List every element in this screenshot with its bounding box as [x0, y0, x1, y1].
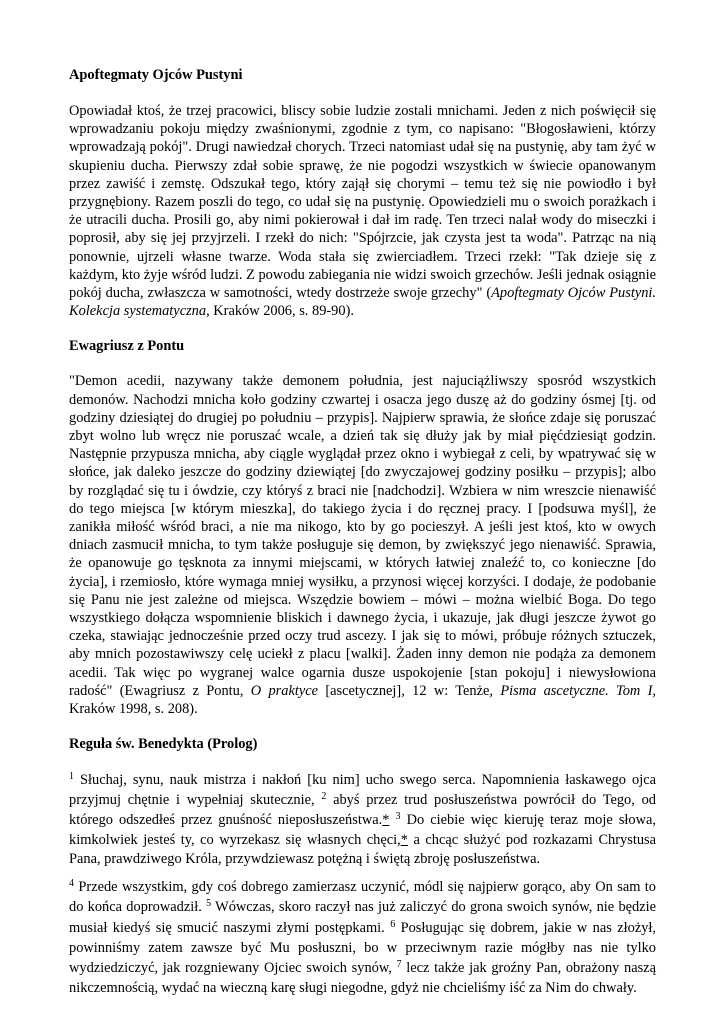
citation-middle: [ascetycznej], 12 w: Tenże, [318, 682, 501, 699]
verse-text: Wówczas, skoro raczył nas już zaliczyć do grona swoich synów, nie będzie musiał kiedyś się smucić naszymi złymi postępkami. [69, 899, 656, 936]
verse-number: 7 [396, 959, 402, 971]
verse-number: 2 [321, 791, 327, 803]
verse-text: Słuchaj, synu, nauk mistrza i nakłoń [ku nim] ucho swego serca. Napomnienia łaskawego ojca przyjmuj chętnie i wypełniaj skutecznie, [69, 772, 656, 809]
paragraph-apoftegmaty [69, 102, 656, 320]
source-citation: , Kraków 2006, s. 89-90). [206, 303, 354, 320]
verse-text: Przede wszystkim, gdy coś dobrego zamierzasz uczynić, módl się najpierw gorąco, aby On sam to do końca doprowadził. [69, 879, 656, 916]
section-heading-ewagriusz: Ewagriusz z Pontu [69, 338, 185, 355]
paragraph-text: "Demon acedii, nazywany także demonem południa, jest najuciążliwszy sposród wszystkich demonów. Nachodzi mnicha koło godziny czwartej i osacza jego duszę aż do godziny ósmej [tj. od godziny dziesiątej do drugiej po południu – przypis]. Najpierw sprawia, że słońce zdaje się poruszać zbyt wolno lub wręcz nie poruszać wcale, a dzień tak się dłuży jak by miał pięćdziesiąt godzin. Następnie przypusza mnicha, aby ciągle wyglądał przez okno i wybiegał z celi, by wpatrywać się w słońce, jak daleko jeszcze do godziny dziewiątej [do zwyczajowej godziny posiłku – przypis]; albo by rozglądać się tu i ówdzie, czy któryś z braci nie [nadchodzi]. Wzbiera w nim wreszcie nienawiść do tego miejsca [w którym mieszka], do takiego życia i do ręcznej pracy. I [podsuwa myśl], że zanikła miłość wśród braci, a nie ma nikogo, kto by go pocieszył. A jeśli jest ktoś, kto w owych dniach zasmucił mnicha, to tym także posługuje się demon, by zwiększyć jego nienawiść. Sprawia, że opanowuje go tęsknota za innymi miejscami, w których łatwiej znaleźć to, co konieczne [do życia], i rzemiosło, które wymaga mniej wysiłku, a przynosi więcej korzyści. I dodaje, że podobanie się Panu nie jest zależne od miejsca. Wszędzie bowiem – mówi – można wielbić Boga. Do tego wszystkiego dołącza wspomnienie bliskich i dawnego życia, i ukazuje, jak długi jeszcze żywot go czeka, stawiając jednocześnie przed oczy trud ascezy. I jak się to mówi, próbuje różnych sztuczek, aby mnich pozostawiwszy celę uciekł z placu [walki]. Żaden inny demon nie podąża za demonem acedii. Tak więc po wygranej walce ogarnia dusze uspokojenie [stan pokoju] i niewysłowiona radość" (Ewagriusz z Pontu, [69, 373, 656, 699]
paragraph-regula-verses-4-7 [69, 877, 656, 998]
work-title: O praktyce [250, 682, 319, 699]
verse-text: lecz także jak groźny Pan, obrażony naszą nikczemnością, wydać na wieczną karę sługi niegodne, gdyż nie chcieliśmy iść za Nim do chwały. [69, 960, 656, 997]
verse-number: 5 [206, 898, 212, 910]
verse-number: 6 [390, 918, 396, 930]
verse-number: 4 [69, 878, 74, 890]
series-title: Pisma ascetyczne. Tom I, [500, 682, 656, 699]
verse-text: Do ciebie więc kieruję teraz moje słowa, kimkolwiek jesteś ty, co wyrzekasz się własnych chęci, [69, 811, 656, 848]
paragraph-regula-verses-1-3 [69, 771, 656, 870]
verse-number: 1 [69, 771, 74, 783]
verse-text: abyś przez trud posłuszeństwa powrócił do Tego, od którego odszedłeś przez gnuśność nieposłuszeństwa. [69, 792, 656, 828]
section-heading-regula: Reguła św. Benedykta (Prolog) [69, 736, 258, 753]
verse-text: a chcąc służyć pod rozkazami Chrystusa Pana, prawdziwego Króla, przywdziewasz potężną i świętą zbroję posłuszeństwa. [69, 831, 657, 868]
footnote-link[interactable]: * [382, 811, 390, 828]
paragraph-ewagriusz [69, 372, 656, 718]
citation-end: Kraków 1998, s. 208). [69, 701, 198, 718]
source-title: Apoftegmaty Ojców Pustyni. Kolekcja systematyczna [69, 285, 656, 320]
verse-number: 3 [395, 810, 401, 822]
section-heading-apoftegmaty: Apoftegmaty Ojców Pustyni [69, 67, 243, 83]
paragraph-text: Opowiadał ktoś, że trzej pracowici, bliscy sobie ludzie zostali mnichami. Jeden z nich poświęcił się wprowadzaniu pokoju między zwaśnionymi, zgodnie z tym, co napisano: "Błogosławieni, którzy wprowadzają pokój". Drugi nawiedzał chorych. Trzeci natomiast udał się na pustynię, aby tam żyć w skupieniu ducha. Pierwszy zdał sobie sprawę, że nie pogodzi wszystkich w świecie opanowanym przez zawiść i zemstę. Odszukał tego, który zajął się chorymi – temu też się nie powiodło i był przygnębiony. Razem poszli do tego, co udał się na pustynię. Opowiedzieli mu o swoich porażkach i że utracili ducha. Prosili go, aby nimi pokierował i dał im radę. Ten trzeci nalał wody do miseczki i poprosił, aby się jej przyjrzeli. I rzekł do nich: "Spójrzcie, jak czysta jest ta woda". Patrząc na nią ponownie, ujrzeli własne twarze. Woda stała się zwierciadłem. Trzeci rzekł: "Tak dzieje się z każdym, kto żyje wśród ludzi. Z powodu zabiegania nie widzi swoich grzechów. Jeśli jednak osiągnie pokój ducha, zwłaszcza w samotności, wtedy dostrzeże swoje grzechy" ( [69, 103, 656, 302]
footnote-link[interactable]: * [400, 831, 408, 848]
verse-text: Posługując się dobrem, jakie w nas złożył, powinniśmy zatem zawsze być Mu posłuszni, bo w przeciwnym razie mógłby nas nie tylko wydziedziczyć, jak rozgniewany Ojciec swoich synów, [69, 919, 656, 977]
